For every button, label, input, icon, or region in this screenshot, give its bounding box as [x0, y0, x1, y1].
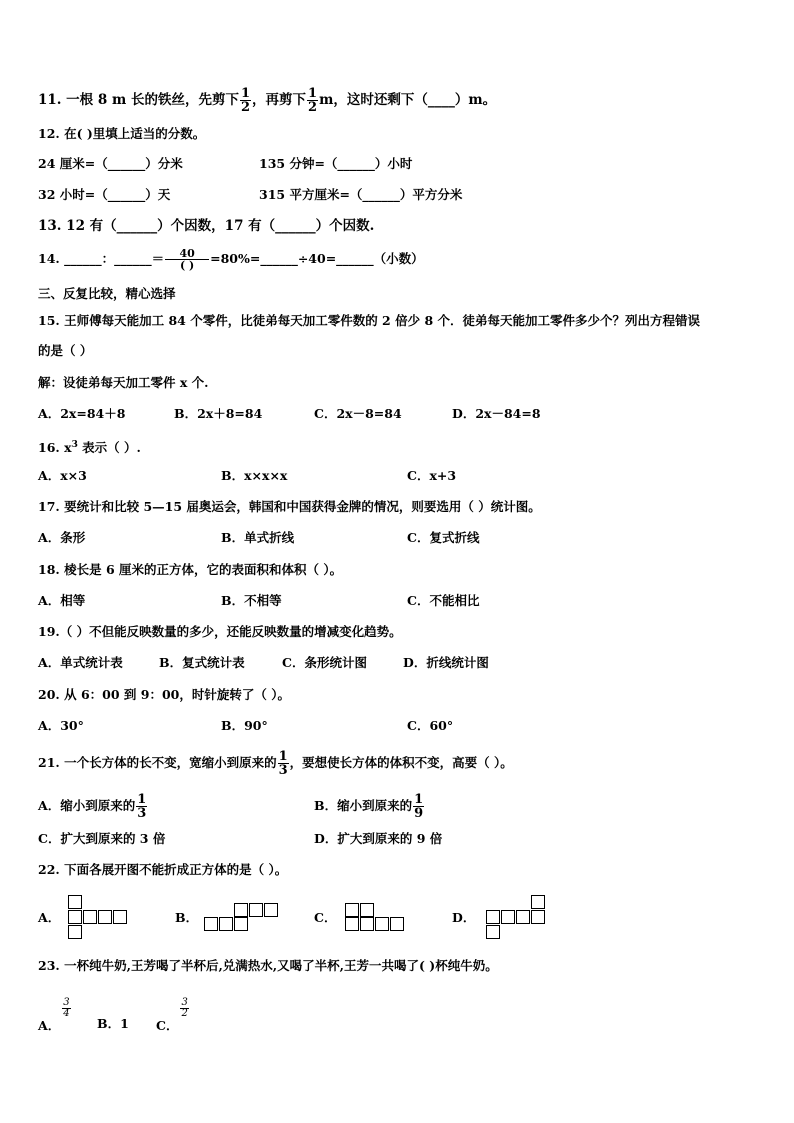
question-22: 22. 下面各展开图不能折成正方体的是（ ）。	[38, 862, 288, 877]
option-c[interactable]: C．2x－8=84	[314, 406, 402, 421]
option-a[interactable]: A． $\frac{3}{4}$	[38, 997, 70, 1033]
question-12-title: 12. 在( )里填上适当的分数。	[38, 126, 206, 141]
q12-item-3: 32 小时=（______）天	[38, 187, 171, 202]
question-13: 13. 12 有（______）个因数，17 有（______）个因数.	[38, 218, 375, 234]
option-b[interactable]: B．不相等	[221, 593, 282, 608]
option-a-label[interactable]: A．	[38, 910, 61, 925]
option-b[interactable]: B．90°	[221, 718, 268, 733]
q12-item-1: 24 厘米=（______）分米	[38, 156, 183, 171]
option-b[interactable]: B．缩小到原来的 $\frac{1}{9}$	[314, 792, 424, 821]
option-b[interactable]: B．2x＋8=84	[174, 406, 263, 421]
question-15-line-1: 15. 王师傅每天能加工 84 个零件，比徒弟每天加工零件数的 2 倍少 8 个．徒弟每天能加工零件多少个？列出方程错误	[38, 313, 701, 328]
option-a[interactable]: A．相等	[38, 593, 86, 608]
option-d[interactable]: D．扩大到原来的 9 倍	[314, 831, 443, 846]
option-c[interactable]: C．不能相比	[407, 593, 480, 608]
option-c-label[interactable]: C．	[314, 910, 337, 925]
question-15-line-3: 解：设徒弟每天加工零件 x 个.	[38, 375, 209, 390]
option-d[interactable]: D．2x－84=8	[452, 406, 541, 421]
option-c[interactable]: C．x+3	[407, 468, 457, 483]
fraction: $\frac{3}{4}$	[63, 997, 70, 1019]
option-a[interactable]: A．30°	[38, 718, 84, 733]
option-c[interactable]: C．扩大到原来的 3 倍	[38, 831, 166, 846]
section-heading: 三、反复比较，精心选择	[38, 286, 176, 301]
question-21: 21. 一个长方体的长不变，宽缩小到原来的 $\frac{1}{3}$ ，要想使长方体的体积不变，高要（ ）。	[38, 749, 513, 778]
option-b[interactable]: B．x×x×x	[221, 468, 288, 483]
option-b[interactable]: B．复式统计表	[159, 655, 245, 670]
question-23: 23. 一杯纯牛奶,王芳喝了半杯后,兑满热水,又喝了半杯,王芳一共喝了( )杯纯牛奶。	[38, 958, 498, 973]
answer-blank[interactable]: ____	[427, 92, 455, 108]
q12-item-2: 135 分钟=（______）小时	[259, 156, 413, 171]
fraction: $\frac{40}{( )}$	[165, 248, 209, 271]
question-11: 11. 一根 8 m 长的铁丝，先剪下 $\frac{1}{2}$ ，再剪下 $\frac{1}{2}$ m，这时还剩下（____）m。	[38, 86, 497, 115]
fraction: $\frac{1}{2}$	[308, 86, 318, 115]
option-a[interactable]: A．条形	[38, 530, 86, 545]
option-a[interactable]: A．单式统计表	[38, 655, 123, 670]
option-a[interactable]: A．2x=84＋8	[38, 406, 126, 421]
fraction: $\frac{1}{2}$	[240, 86, 251, 115]
option-a[interactable]: A．缩小到原来的 $\frac{1}{3}$	[38, 792, 147, 821]
option-b[interactable]: B．1	[97, 1016, 129, 1031]
fraction: $\frac{1}{3}$	[278, 749, 288, 778]
question-19: 19.（ ）不但能反映数量的多少，还能反映数量的增减变化趋势。	[38, 624, 402, 639]
q12-item-4: 315 平方厘米=（______）平方分米	[259, 187, 463, 202]
question-18: 18. 棱长是 6 厘米的正方体，它的表面积和体积（ ）。	[38, 562, 343, 577]
fraction: $\frac{1}{3}$	[137, 792, 147, 821]
option-a[interactable]: A．x×3	[38, 468, 87, 483]
option-d[interactable]: D．折线统计图	[403, 655, 489, 670]
option-b-label[interactable]: B．	[175, 910, 199, 925]
question-16: 16. $x^3$ 表示（ ）.	[38, 440, 141, 456]
option-d-label[interactable]: D．	[452, 910, 476, 925]
question-17: 17. 要统计和比较 5—15 届奥运会，韩国和中国获得金牌的情况，则要选用（ ）统计图。	[38, 499, 541, 514]
option-b[interactable]: B．单式折线	[221, 530, 295, 545]
question-14: 14. ______：______＝ $\frac{40}{( )}$ =80%=______÷40=______（小数）	[38, 247, 424, 272]
question-20: 20. 从 6：00 到 9：00，时针旋转了（ ）。	[38, 687, 290, 702]
fraction: $\frac{1}{9}$	[414, 792, 424, 821]
option-c[interactable]: C．条形统计图	[282, 655, 367, 670]
option-c[interactable]: C． $\frac{3}{2}$	[156, 997, 188, 1033]
fraction: $\frac{3}{2}$	[181, 997, 188, 1019]
option-c[interactable]: C．复式折线	[407, 530, 480, 545]
option-c[interactable]: C．60°	[407, 718, 454, 733]
question-15-line-2: 的是（ ）	[38, 343, 93, 358]
